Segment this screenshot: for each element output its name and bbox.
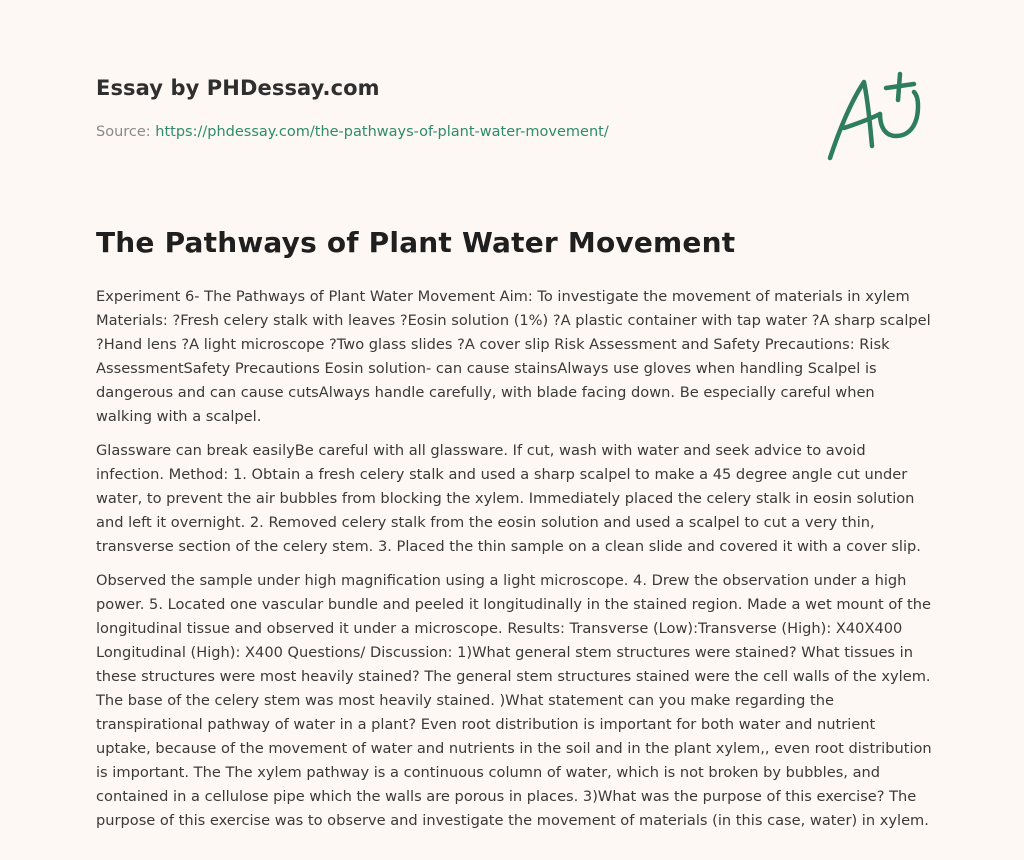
paragraph: Observed the sample under high magnification using a light microscope. 4. Drew the observation under a high power. 5. Located one vascular bundle and peeled it longitudinally in the stained region. Made a wet mount of the longitudinal tissue and observed it under a microscope. Results: Transverse (Low):Transverse (High): X40X400 Longitudinal (High): X400 Questions/ Discussion: 1)What general stem structures were stained? What tissues in these structures were most heavily stained? The general stem structures stained were the cell walls of the xylem. The base of the celery stem was most heavily stained. )What statement can you make regarding the transpirational pathway of water in a plant? Even root distribution is important for both water and nutrient uptake, because of the movement of water and nutrients in the soil and in the plant xylem,, even root distribution is important. The The xylem pathway is a continuous column of water, which is not broken by bubbles, and contained in a cellulose pipe which the walls are porous in places. 3)What was the purpose of this exercise? The purpose of this exercise was to observe and investigate the movement of materials (in this case, water) in xylem. bbox=[96, 572, 932, 829]
source-link[interactable]: https://phdessay.com/the-pathways-of-plant-water-movement/ bbox=[155, 124, 609, 140]
paragraph: Experiment 6- The Pathways of Plant Water Movement Aim: To investigate the movement of materials in xylem Materials: ?Fresh celery stalk with leaves ?Eosin solution (1%) ?A plastic container with tap water ?A sharp scalpel ?Hand lens ?A light microscope ?Two glass slides ?A cover slip Risk Assessment and Safety Precautions: Risk AssessmentSafety Precautions Eosin solution- can cause stainsAlways use gloves when handling Scalpel is dangerous and can cause cutsAlways handle carefully, with blade facing down. Be especially careful when walking with a scalpel. bbox=[96, 288, 931, 425]
a-plus-logo-icon bbox=[818, 66, 930, 166]
page-title: The Pathways of Plant Water Movement bbox=[96, 226, 736, 259]
source-label: Source: bbox=[96, 124, 151, 140]
article-body bbox=[96, 285, 932, 843]
paragraph: Glassware can break easilyBe careful with all glassware. If cut, wash with water and seek advice to avoid infection. Method: 1. Obtain a fresh celery stalk and used a sharp scalpel to make a 45 degree angle cut under water, to prevent the air bubbles from blocking the xylem. Immediately placed the celery stalk in eosin solution and left it overnight. 2. Removed celery stalk from the eosin solution and used a scalpel to cut a very thin, transverse section of the celery stem. 3. Placed the thin sample on a clean slide and covered it with a cover slip. bbox=[96, 442, 921, 555]
source-line bbox=[96, 124, 609, 140]
site-attribution: Essay by PHDessay.com bbox=[96, 76, 380, 100]
